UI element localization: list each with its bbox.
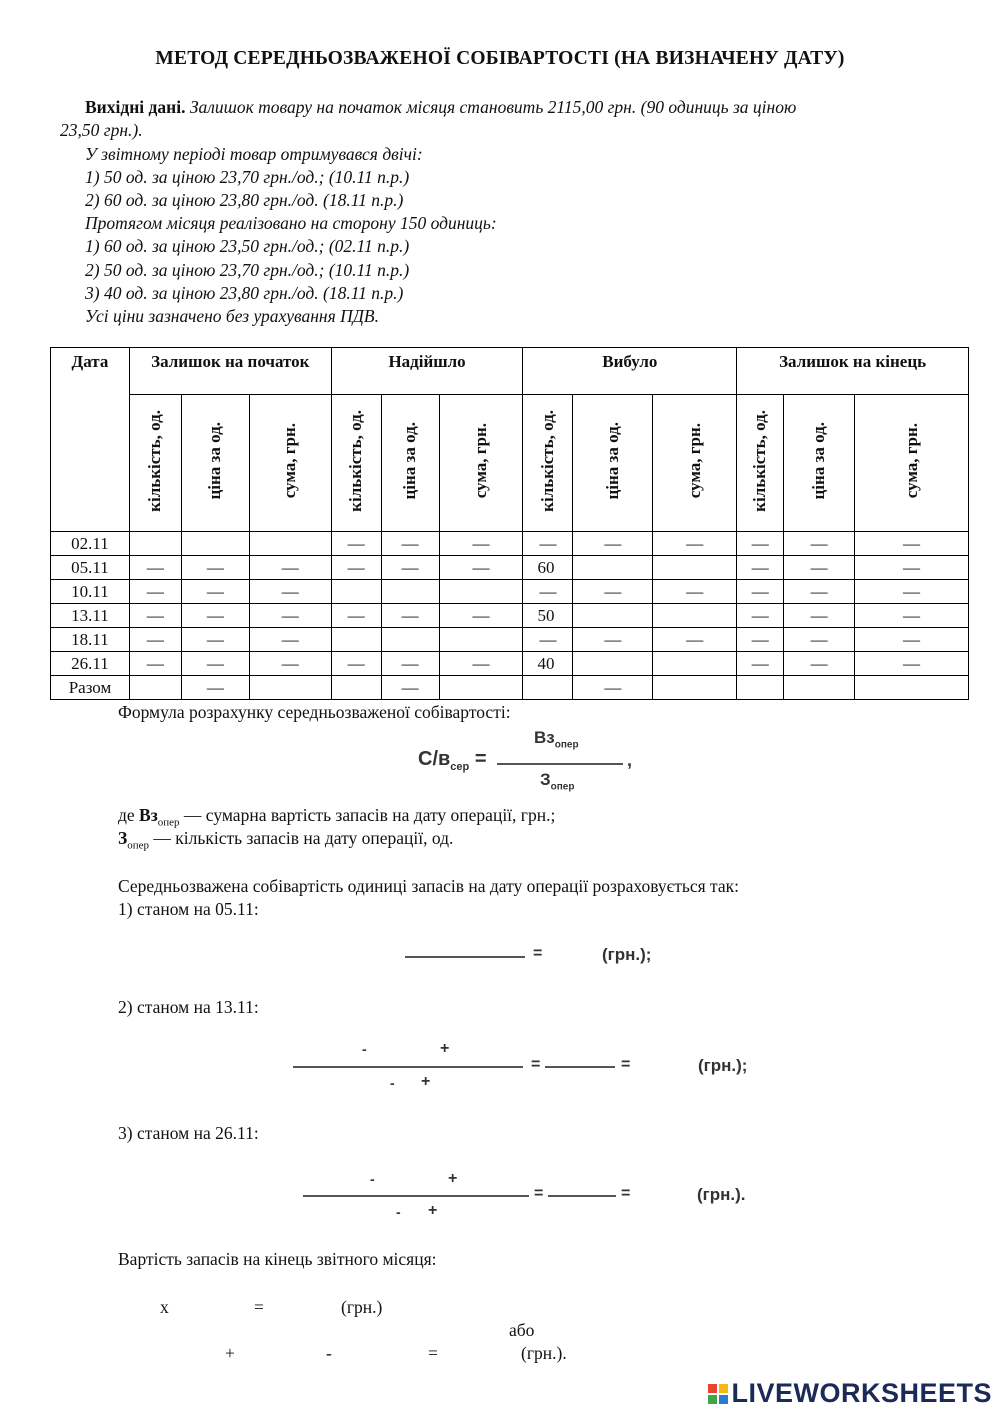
table-body	[51, 532, 969, 700]
formula-denominator: $З_{опер}$	[540, 770, 575, 793]
table-cell[interactable]	[573, 556, 653, 580]
calc-1-unit: (грн.);	[602, 945, 652, 964]
table-cell: —	[249, 580, 331, 604]
table-cell: —	[573, 580, 653, 604]
calc-3-fraction-bar-2	[548, 1195, 616, 1197]
table-cell: —	[523, 628, 573, 652]
table-cell: —	[737, 532, 784, 556]
watermark-text: LIVEWORKSHEETS	[731, 1378, 992, 1408]
calc-2-equals-2: =	[621, 1056, 631, 1073]
calc-2-fraction-bar	[293, 1066, 523, 1068]
calc-3-minus-bottom: -	[396, 1204, 401, 1220]
liveworksheets-watermark	[708, 1378, 992, 1409]
table-cell: —	[855, 580, 969, 604]
intro-line: 2) 50 од. за ціною 23,70 грн./од.; (10.11 п.р.)	[85, 260, 410, 280]
table-row	[51, 604, 969, 628]
table-cell: —	[784, 580, 855, 604]
calculation-table	[50, 347, 969, 700]
intro-line: Усі ціни зазначено без урахування ПДВ.	[85, 306, 379, 326]
table-cell: —	[331, 652, 381, 676]
formula-comma: ,	[627, 750, 633, 770]
table-cell: —	[381, 652, 439, 676]
table-cell: —	[381, 532, 439, 556]
table-cell: —	[653, 532, 737, 556]
subheader-sum: сума, грн.	[653, 395, 737, 532]
intro-text: Залишок товару на початок місяця становить 2115,00 грн. (90 одиниць за ціною	[189, 97, 797, 117]
table-cell: —	[784, 604, 855, 628]
end-or: або	[509, 1320, 535, 1340]
table-cell: —	[381, 604, 439, 628]
table-cell[interactable]	[381, 580, 439, 604]
row-date: 26.11	[51, 652, 130, 676]
calc-1-equals: =	[533, 945, 543, 962]
table-cell[interactable]	[523, 676, 573, 700]
calc-intro: Середньозважена собівартість одиниці запасів на дату операції розраховується так:	[118, 876, 740, 896]
table-cell: —	[249, 604, 331, 628]
table-cell: —	[573, 676, 653, 700]
intro-line: Протягом місяця реалізовано на сторону 150 одиниць:	[85, 213, 497, 233]
table-cell: —	[129, 556, 181, 580]
page-title: МЕТОД СЕРЕДНЬОЗВАЖЕНОЇ СОБІВАРТОСТІ (НА ВИЗНАЧЕНУ ДАТУ)	[155, 48, 845, 69]
end-unit-2: (грн.).	[521, 1343, 567, 1363]
table-cell: —	[737, 580, 784, 604]
table-cell[interactable]	[439, 580, 523, 604]
definition-2: $З_{опер}$ — кількість запасів на дату операції, од.	[118, 828, 454, 852]
intro-line: 1) 50 од. за ціною 23,70 грн./од.; (10.11 п.р.)	[85, 167, 410, 187]
header-opening-balance: Залишок на початок	[129, 348, 331, 395]
header-disposed: Вибуло	[523, 348, 737, 395]
calc-step-1: 1) станом на 05.11:	[118, 899, 259, 919]
subheader-price: ціна за од.	[784, 395, 855, 532]
table-cell[interactable]	[653, 556, 737, 580]
table-cell: —	[129, 628, 181, 652]
header-closing-balance: Залишок на кінець	[737, 348, 969, 395]
row-date: Разом	[51, 676, 130, 700]
formula-numerator: $Вз_{опер}$	[534, 728, 579, 751]
table-row	[51, 628, 969, 652]
table-cell[interactable]	[439, 676, 523, 700]
table-cell: —	[855, 532, 969, 556]
row-date: 13.11	[51, 604, 130, 628]
table-cell: —	[129, 580, 181, 604]
table-cell: —	[784, 556, 855, 580]
header-date: Дата	[51, 348, 130, 532]
table-cell: —	[439, 604, 523, 628]
table-cell: —	[331, 556, 381, 580]
table-cell[interactable]	[331, 676, 381, 700]
calc-3-plus-bottom: +	[428, 1202, 438, 1219]
subheader-qty: кількість, од.	[523, 395, 573, 532]
header-received: Надійшло	[331, 348, 523, 395]
table-cell: —	[855, 556, 969, 580]
subheader-price: ціна за од.	[573, 395, 653, 532]
calc-2-plus-top: +	[440, 1040, 450, 1057]
intro-first-line	[85, 96, 796, 119]
liveworksheets-logo-icon	[708, 1384, 728, 1404]
table-cell[interactable]	[331, 628, 381, 652]
table-cell: —	[181, 652, 249, 676]
end-equals-2: =	[428, 1343, 438, 1363]
table-cell[interactable]	[573, 604, 653, 628]
table-cell: —	[653, 628, 737, 652]
end-plus: +	[225, 1343, 235, 1363]
calc-3-plus-top: +	[448, 1170, 458, 1187]
table-row	[51, 580, 969, 604]
table-cell: —	[855, 652, 969, 676]
table-cell: 50	[523, 604, 573, 628]
calc-3-equals: =	[534, 1185, 544, 1202]
subheader-sum: сума, грн.	[855, 395, 969, 532]
table-cell: —	[523, 580, 573, 604]
intro-line: У звітному періоді товар отримувався двічі:	[85, 144, 423, 164]
end-minus: -	[326, 1343, 332, 1363]
table-cell: —	[181, 604, 249, 628]
formula-fraction-bar	[497, 763, 623, 765]
table-cell: —	[181, 580, 249, 604]
definition-1: де $Вз_{опер}$ — сумарна вартість запасів на дату операції, грн.;	[118, 805, 556, 829]
table-cell[interactable]	[653, 652, 737, 676]
calc-3-unit: (грн.).	[697, 1185, 746, 1204]
intro-line: 3) 40 од. за ціною 23,80 грн./од. (18.11 п.р.)	[85, 283, 404, 303]
table-cell[interactable]	[653, 676, 737, 700]
table-cell: —	[249, 556, 331, 580]
table-cell: —	[573, 532, 653, 556]
table-cell[interactable]	[129, 532, 181, 556]
table-cell: —	[249, 628, 331, 652]
end-equals-1: =	[254, 1297, 264, 1317]
calc-1-fraction-bar	[405, 956, 525, 958]
table-cell[interactable]	[439, 628, 523, 652]
table-cell: —	[181, 556, 249, 580]
table-cell: —	[181, 628, 249, 652]
table-cell[interactable]	[381, 628, 439, 652]
calc-2-fraction-bar-2	[545, 1066, 615, 1068]
table-cell[interactable]	[737, 676, 784, 700]
table-cell: —	[331, 532, 381, 556]
subheader-sum: сума, грн.	[439, 395, 523, 532]
row-date: 10.11	[51, 580, 130, 604]
table-cell: —	[181, 676, 249, 700]
intro-text-cont: 23,50 грн.).	[60, 120, 143, 140]
table-cell: —	[249, 652, 331, 676]
calc-3-fraction-bar	[303, 1195, 529, 1197]
table-cell[interactable]	[331, 580, 381, 604]
calc-2-minus-top: -	[362, 1041, 367, 1057]
end-value-title: Вартість запасів на кінець звітного місяця:	[118, 1249, 437, 1269]
subheader-price: ціна за од.	[181, 395, 249, 532]
table-cell[interactable]	[129, 676, 181, 700]
row-date: 02.11	[51, 532, 130, 556]
subheader-price: ціна за од.	[381, 395, 439, 532]
calc-step-2: 2) станом на 13.11:	[118, 997, 259, 1017]
table-cell: —	[439, 556, 523, 580]
table-cell: —	[737, 604, 784, 628]
subheader-sum: сума, грн.	[249, 395, 331, 532]
table-row	[51, 556, 969, 580]
table-cell: —	[439, 652, 523, 676]
table-cell: —	[855, 604, 969, 628]
table-cell: —	[381, 556, 439, 580]
intro-line: 1) 60 од. за ціною 23,50 грн./од.; (02.11 п.р.)	[85, 236, 410, 256]
calc-2-unit: (грн.);	[698, 1056, 748, 1075]
calc-2-minus-bottom: -	[390, 1075, 395, 1091]
table-cell: 40	[523, 652, 573, 676]
subheader-qty: кількість, од.	[331, 395, 381, 532]
table-cell[interactable]	[249, 676, 331, 700]
table-cell: —	[439, 532, 523, 556]
table-cell[interactable]	[181, 532, 249, 556]
table-cell: —	[129, 604, 181, 628]
table-cell: —	[653, 580, 737, 604]
table-cell: —	[855, 628, 969, 652]
table-cell: 60	[523, 556, 573, 580]
table-cell: —	[784, 532, 855, 556]
formula-lhs: $С/в_{сер}$ =	[418, 748, 487, 773]
calc-2-plus-bottom: +	[421, 1073, 431, 1090]
table-cell: —	[331, 604, 381, 628]
end-x-sign: x	[160, 1297, 169, 1317]
table-cell[interactable]	[784, 676, 855, 700]
row-date: 05.11	[51, 556, 130, 580]
table-cell: —	[381, 676, 439, 700]
table-cell: —	[737, 628, 784, 652]
intro-label: Вихідні дані.	[85, 97, 186, 117]
calc-3-minus-top: -	[370, 1171, 375, 1187]
table-cell: —	[523, 532, 573, 556]
calc-step-3: 3) станом на 26.11:	[118, 1123, 259, 1143]
table-cell: —	[784, 628, 855, 652]
table-cell: —	[784, 652, 855, 676]
table-cell: —	[129, 652, 181, 676]
formula-intro: Формула розрахунку середньозваженої собівартості:	[118, 702, 511, 722]
intro-line: 2) 60 од. за ціною 23,80 грн./од. (18.11 п.р.)	[85, 190, 404, 210]
table-row	[51, 652, 969, 676]
table-cell: —	[737, 652, 784, 676]
subheader-qty: кількість, од.	[737, 395, 784, 532]
table-row	[51, 532, 969, 556]
table-cell: —	[573, 628, 653, 652]
row-date: 18.11	[51, 628, 130, 652]
table-cell[interactable]	[573, 652, 653, 676]
table-row	[51, 676, 969, 700]
table-cell[interactable]	[249, 532, 331, 556]
end-unit-1: (грн.)	[341, 1297, 383, 1317]
calc-3-equals-2: =	[621, 1185, 631, 1202]
calc-2-equals: =	[531, 1056, 541, 1073]
table-cell[interactable]	[653, 604, 737, 628]
table-cell: —	[737, 556, 784, 580]
table-cell[interactable]	[855, 676, 969, 700]
subheader-qty: кількість, од.	[129, 395, 181, 532]
